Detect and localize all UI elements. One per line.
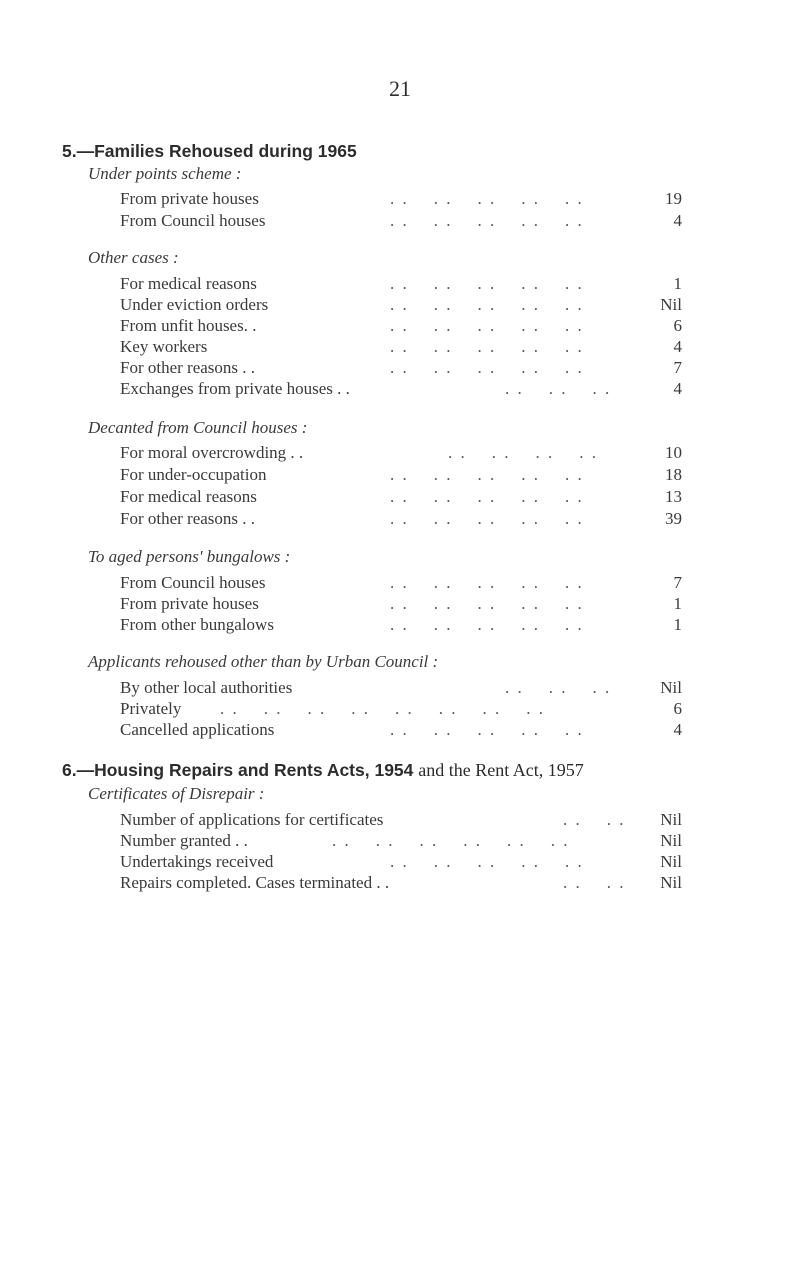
row-label: From private houses	[120, 189, 259, 208]
list-item: Undertakings received . . . . . . . . . . Nil	[120, 852, 682, 871]
row-value: 6	[673, 316, 682, 335]
list-item: Number granted . . . . . . . . . . . . . . Nil	[120, 831, 682, 850]
list-item: Number of applications for certificates . . . . Nil	[120, 810, 682, 829]
row-value: 7	[673, 573, 682, 592]
row-label: Key workers	[120, 337, 208, 356]
row-label: From other bungalows	[120, 615, 274, 634]
list-item: By other local authorities . . . . . . Nil	[120, 678, 682, 697]
row-label: From Council houses	[120, 573, 266, 592]
section-5-heading: 5.—Families Rehoused during 1965	[62, 141, 357, 161]
list-item: For moral overcrowding . . . . . . . . . . 10	[120, 443, 682, 462]
list-item: From unfit houses. . . . . . . . . . . . 6	[120, 316, 682, 335]
list-item: From private houses . . . . . . . . . . 1	[120, 594, 682, 613]
row-value: 4	[673, 379, 682, 398]
row-label: Undertakings received	[120, 852, 274, 871]
row-label: Under eviction orders	[120, 295, 269, 314]
row-value: 10	[665, 443, 682, 462]
row-label: Exchanges from private houses . .	[120, 379, 350, 398]
group-heading-other-rehousing: Applicants rehoused other than by Urban Council :	[88, 652, 439, 671]
list-item: Exchanges from private houses . . . . . . . . 4	[120, 379, 682, 398]
list-item: For other reasons . . . . . . . . . . . . 39	[120, 509, 682, 528]
group-heading-certificates: Certificates of Disrepair :	[88, 784, 265, 803]
list-item: For under-occupation . . . . . . . . . . 18	[120, 465, 682, 484]
row-value: Nil	[660, 831, 682, 850]
row-label: Cancelled applications	[120, 720, 275, 739]
row-label: Privately	[120, 699, 182, 718]
row-value: 4	[673, 720, 682, 739]
section-6-heading-plain: and the Rent Act, 1957	[418, 760, 584, 780]
row-value: 19	[665, 189, 682, 208]
row-value: Nil	[660, 295, 682, 314]
row-value: Nil	[660, 678, 682, 697]
row-value: 1	[673, 615, 682, 634]
list-item: Key workers . . . . . . . . . . 4	[120, 337, 682, 356]
list-item: Privately . . . . . . . . . . . . . . . . 6	[120, 699, 682, 718]
row-label: For medical reasons	[120, 487, 257, 506]
row-value: Nil	[660, 810, 682, 829]
row-label: For other reasons . .	[120, 509, 256, 528]
list-item: For medical reasons . . . . . . . . . . 13	[120, 487, 682, 506]
row-label: From unfit houses. .	[120, 316, 257, 335]
row-label: Number of applications for certificates	[120, 810, 384, 829]
group-heading-aged-bungalows: To aged persons' bungalows :	[88, 547, 291, 566]
row-label: For under-occupation	[120, 465, 267, 484]
row-value: 1	[673, 594, 682, 613]
list-item: From Council houses . . . . . . . . . . 4	[120, 211, 682, 230]
list-item: Repairs completed. Cases terminated . . . . . . Nil	[120, 873, 682, 892]
list-item: For other reasons . . . . . . . . . . . . 7	[120, 358, 682, 377]
row-label: Repairs completed. Cases terminated . .	[120, 873, 390, 892]
row-value: 13	[665, 487, 682, 506]
page-number: 21	[389, 76, 411, 101]
list-item: From Council houses . . . . . . . . . . 7	[120, 573, 682, 592]
row-label: For other reasons . .	[120, 358, 256, 377]
row-value: 18	[665, 465, 682, 484]
list-item: Cancelled applications . . . . . . . . . . 4	[120, 720, 682, 739]
row-label: Number granted . .	[120, 831, 248, 850]
row-label: By other local authorities	[120, 678, 293, 697]
row-value: 6	[673, 699, 682, 718]
row-label: For moral overcrowding . .	[120, 443, 304, 462]
row-label: From Council houses	[120, 211, 266, 230]
group-heading-points-scheme: Under points scheme :	[88, 164, 242, 183]
row-label: For medical reasons	[120, 274, 257, 293]
row-value: Nil	[660, 873, 682, 892]
row-value: 4	[673, 211, 682, 230]
list-item: Under eviction orders . . . . . . . . . . Nil	[120, 295, 682, 314]
row-value: Nil	[660, 852, 682, 871]
list-item: For medical reasons . . . . . . . . . . 1	[120, 274, 682, 293]
group-heading-decanted: Decanted from Council houses :	[88, 418, 308, 437]
group-heading-other-cases: Other cases :	[88, 248, 179, 267]
section-6-heading-bold: 6.—Housing Repairs and Rents Acts, 1954	[62, 760, 414, 780]
row-value: 7	[673, 358, 682, 377]
row-label: From private houses	[120, 594, 259, 613]
row-value: 39	[665, 509, 682, 528]
list-item: From private houses . . . . . . . . . . 19	[120, 189, 682, 208]
row-value: 1	[673, 274, 682, 293]
list-item: From other bungalows . . . . . . . . . . 1	[120, 615, 682, 634]
section-6-heading	[62, 760, 584, 781]
row-value: 4	[673, 337, 682, 356]
